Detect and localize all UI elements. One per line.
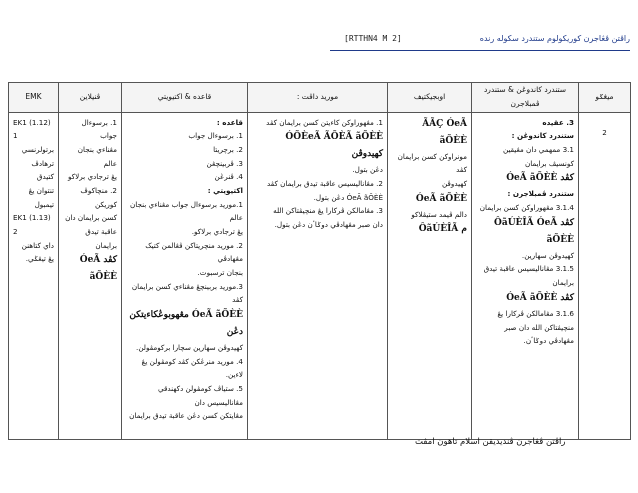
page-header xyxy=(330,34,630,48)
objective-cell xyxy=(388,112,472,440)
standard-item: مڠهادڤي دوݢاٴن. xyxy=(523,336,574,346)
header-standards: ستندرد کاندوڠن & ستندرد ڤمبلاجرن xyxy=(472,83,579,113)
activity-line: 4. ڤنرڠن xyxy=(214,172,243,182)
activity-cell xyxy=(122,112,248,440)
outcome-line: ÓeÃ ãÕÈÈ دڠن بتول. xyxy=(313,192,383,202)
standard-item: 3.1.6 مڠامالکن ڤرکارا يڠ منچيڤتاکن الله دان صبر xyxy=(497,308,574,332)
activity-line: يڠ ترجادي برلاکو. xyxy=(191,226,243,236)
objective-line: م ÔãÚÈÎÃ xyxy=(418,224,467,235)
emk-code: EK1 (1.13) 2 xyxy=(13,213,51,236)
outcome-line: 1. مڠهوراوکن کاءيتن کسن برايمان کڤد xyxy=(266,117,383,127)
activity-line: 1.موريد برسوءال جواب مڠناءي بنجان عالم xyxy=(130,199,243,223)
activity-line: 2. موريد منچريتاکن ڤڠالمن کتيک مڠهادڤي xyxy=(145,240,243,264)
objective-line: کهيدوڤن xyxy=(441,179,467,189)
activity-line: بنجان ترسبوت. xyxy=(197,267,243,277)
assessment-line: يڠ ترجادي برلاکو xyxy=(67,172,117,182)
standard-content-label: ستندرد کاندوڠن : xyxy=(511,131,574,141)
activity-line: مڠايتکن کسن دڠن عاقبة تيدق برايمان xyxy=(129,411,243,421)
document-title: راڤتن ڤڠاجرن کوريکولوم ستندرد سکوله رنده xyxy=(479,34,630,43)
activity-line: کهيدوڤن سهارين سچارا برکومڤولن. xyxy=(136,343,243,353)
assessment-line: کڤد ÓeÃ ãÕÈÈ xyxy=(79,255,117,283)
emk-line: کتيدق xyxy=(36,172,54,182)
table-header-row xyxy=(9,83,631,113)
standard-item: 3.1.4 مڠهوراوکن کسن برايمان xyxy=(479,202,574,212)
activity-line: 2. برچريتا xyxy=(213,144,243,154)
outcome-line: دڠن بتول. xyxy=(352,165,383,175)
header-activity: قاعده & اکتيويتي xyxy=(122,83,248,113)
standard-item: 3.1.5 مڠاناليسيس عاقبة تيدق برايمان xyxy=(483,264,574,288)
standard-topic: 3. عقيده xyxy=(542,117,574,127)
outcome-line: 2. مڠاناليسيس عاقبة تيدق برايمان کڤد xyxy=(267,179,383,189)
document-code: [RTTHN4 M 2] xyxy=(344,34,402,43)
header-week: ميڠݢو xyxy=(579,83,631,113)
outcome-line: 3. مڠامالکن ڤرکارا يڠ منچيڤتاکن الله xyxy=(273,206,383,216)
objective-line: دالم ڤيمد ستيڤلاکو xyxy=(411,209,467,219)
standard-learning-label: ستندرد ڤمبلاجرن : xyxy=(507,189,574,199)
objective-line: ÓeÃ ãÕÈÈ xyxy=(415,193,467,204)
objective-line: ÃÃÇ ÓeÃ ãÕÈÈ xyxy=(422,118,467,146)
standard-item: کهيدوڤن سهارين. xyxy=(521,250,574,260)
activity-line: 3.موريد بربينچڠ مڠناءي کسن برايمان کڤد xyxy=(131,281,243,305)
header-objective: اوبجيکتيف xyxy=(388,83,472,113)
assessment-cell xyxy=(59,112,122,440)
assessment-line: کسن برايمان دان xyxy=(65,213,117,223)
page-footer: راڤتن ڤڠاجرن ڤنديديقن اسلام تاهون امڤت xyxy=(415,437,566,447)
emk-line: ترهادڤ xyxy=(31,158,54,168)
header-outcomes: موريد داڤت : xyxy=(248,83,388,113)
activity-line: 3. ڤربينچڠن xyxy=(206,158,243,168)
activity-label: اکتيويتي : xyxy=(207,185,243,195)
week-number: 2 xyxy=(602,127,607,137)
emk-line: برتولرنسي xyxy=(21,144,54,154)
activity-line: 5. ستياڤ کومڤولن دکهندقي مڠاناليسيس دان xyxy=(157,384,243,407)
standards-cell xyxy=(472,112,579,440)
outcome-line: دان صبر مڠهادڤي دوݢاٴن دڠن بتول. xyxy=(274,220,383,230)
activity-line: ÓeÃ ãÕÈÈ مڠهوبوڠکاءيتکن دڠن xyxy=(129,309,243,337)
outcomes-cell xyxy=(248,112,388,440)
activity-line: 4. موريد منرڠکن کڤد کومڤولن يڠ لاءين. xyxy=(141,356,243,380)
outcome-line: ÓÕÈeÃ ÃÕÈÃ ãÕÈÈ کهيدوڤن xyxy=(285,132,383,160)
emk-line: تيمبول xyxy=(34,199,54,209)
table-row xyxy=(9,112,631,440)
emk-cell xyxy=(9,112,59,440)
objective-line: مونراوکن کسن برايمان کڤد xyxy=(397,151,467,175)
header-emk: EMK xyxy=(9,83,59,113)
emk-line: يڠ تيڠݢي. xyxy=(25,254,54,264)
assessment-line: مڠناءي بنجان عالم xyxy=(77,144,117,168)
week-cell xyxy=(579,112,631,440)
assessment-line: عاقبة تيدق برايمان xyxy=(85,226,117,250)
standard-item: کڤد ÓeÃ ãÕÈÈ xyxy=(506,173,574,184)
standard-item: 3.1 ممهمي دان مڠيقين کونسيڤ برايمان xyxy=(503,144,574,168)
emk-line: تنتوان يڠ xyxy=(28,185,54,195)
header-divider xyxy=(330,50,630,51)
activity-method-label: قاعده : xyxy=(216,117,243,127)
assessment-line: 1. برسوءال جواب xyxy=(81,117,117,141)
standard-item: کڤد ÓeÃ ãÕÈÈ xyxy=(506,292,574,303)
lesson-plan-table xyxy=(8,82,631,440)
header-assessment: ڤنيلاين xyxy=(59,83,122,113)
emk-line: داي کتاهنن xyxy=(21,240,54,250)
emk-code: EK1 (1.12) 1 xyxy=(13,117,51,141)
assessment-line: 2. منچاکوڤ کوريکن xyxy=(80,185,117,209)
standard-item: کڤد ÔãÚÈÎÃ ÓeÃ ãÕÈÈ xyxy=(494,217,574,245)
activity-line: 1. برسوءال جواب xyxy=(188,131,243,141)
